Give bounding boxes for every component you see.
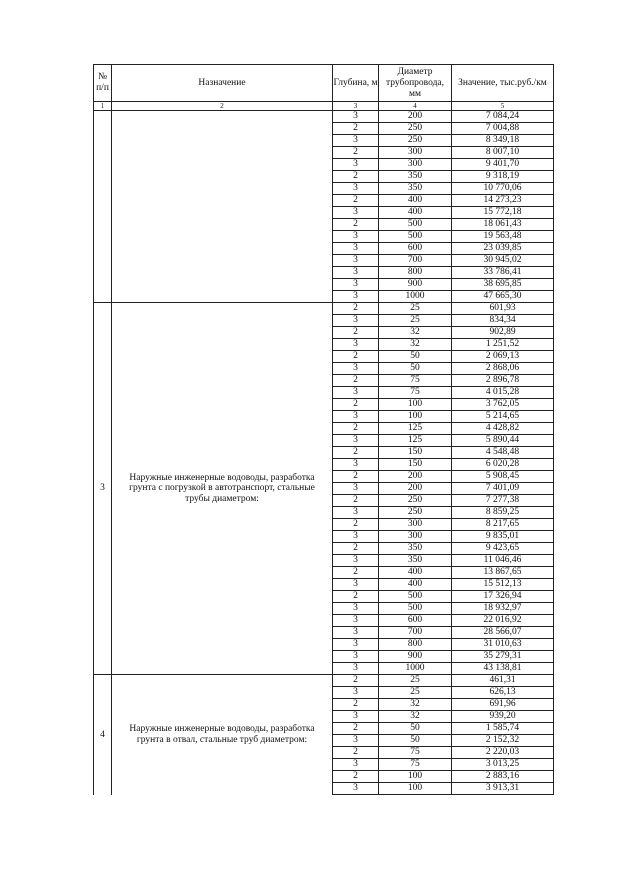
value-cell: 2 152,32 <box>452 735 554 747</box>
column-number: 5 <box>452 102 554 111</box>
depth-cell: 2 <box>333 495 379 507</box>
diameter-cell: 100 <box>379 783 452 795</box>
row-group-number: 3 <box>94 303 112 675</box>
diameter-cell: 900 <box>379 279 452 291</box>
depth-cell: 3 <box>333 639 379 651</box>
depth-cell: 2 <box>333 195 379 207</box>
diameter-cell: 700 <box>379 255 452 267</box>
value-cell: 2 883,16 <box>452 771 554 783</box>
depth-cell: 3 <box>333 135 379 147</box>
value-cell: 3 013,25 <box>452 759 554 771</box>
diameter-cell: 50 <box>379 351 452 363</box>
depth-cell: 2 <box>333 375 379 387</box>
depth-cell: 3 <box>333 315 379 327</box>
value-cell: 14 273,23 <box>452 195 554 207</box>
depth-cell: 3 <box>333 387 379 399</box>
depth-cell: 3 <box>333 183 379 195</box>
column-number: 4 <box>379 102 452 111</box>
depth-cell: 3 <box>333 615 379 627</box>
depth-cell: 3 <box>333 735 379 747</box>
diameter-cell: 150 <box>379 447 452 459</box>
depth-cell: 3 <box>333 111 379 123</box>
value-cell: 9 423,65 <box>452 543 554 555</box>
depth-cell: 3 <box>333 159 379 171</box>
header-purpose: Назначение <box>112 65 333 102</box>
diameter-cell: 1000 <box>379 291 452 303</box>
value-cell: 834,34 <box>452 315 554 327</box>
depth-cell: 3 <box>333 255 379 267</box>
column-number-row <box>94 102 554 111</box>
header-row <box>94 65 554 102</box>
header-diameter: Диаметр трубопровода, мм <box>379 65 452 102</box>
diameter-cell: 32 <box>379 699 452 711</box>
document-page <box>93 64 553 795</box>
diameter-cell: 900 <box>379 651 452 663</box>
diameter-cell: 500 <box>379 603 452 615</box>
depth-cell: 2 <box>333 675 379 687</box>
depth-cell: 3 <box>333 627 379 639</box>
diameter-cell: 32 <box>379 711 452 723</box>
value-cell: 2 069,13 <box>452 351 554 363</box>
table-body <box>94 111 554 795</box>
value-cell: 31 010,63 <box>452 639 554 651</box>
value-cell: 28 566,07 <box>452 627 554 639</box>
diameter-cell: 75 <box>379 747 452 759</box>
depth-cell: 2 <box>333 567 379 579</box>
depth-cell: 3 <box>333 279 379 291</box>
value-cell: 4 548,48 <box>452 447 554 459</box>
depth-cell: 2 <box>333 519 379 531</box>
depth-cell: 2 <box>333 423 379 435</box>
value-cell: 4 015,28 <box>452 387 554 399</box>
diameter-cell: 50 <box>379 363 452 375</box>
value-cell: 18 061,43 <box>452 219 554 231</box>
diameter-cell: 100 <box>379 411 452 423</box>
depth-cell: 3 <box>333 759 379 771</box>
row-group-purpose: Наружные инженерные водоводы, разработка грунта с погрузкой в автотранспорт, стальные трубы диаметром: <box>112 303 333 675</box>
depth-cell: 2 <box>333 123 379 135</box>
depth-cell: 3 <box>333 267 379 279</box>
tariff-table <box>93 64 554 795</box>
value-cell: 626,13 <box>452 687 554 699</box>
value-cell: 43 138,81 <box>452 663 554 675</box>
depth-cell: 2 <box>333 303 379 315</box>
depth-cell: 2 <box>333 147 379 159</box>
value-cell: 9 318,19 <box>452 171 554 183</box>
diameter-cell: 300 <box>379 519 452 531</box>
diameter-cell: 150 <box>379 459 452 471</box>
depth-cell: 3 <box>333 231 379 243</box>
diameter-cell: 300 <box>379 159 452 171</box>
row-group-purpose: Наружные инженерные водоводы, разработка грунта в отвал, стальные труб диаметром: <box>112 675 333 795</box>
table-row <box>94 303 554 315</box>
column-number: 2 <box>112 102 333 111</box>
diameter-cell: 700 <box>379 627 452 639</box>
row-group-number <box>94 111 112 303</box>
value-cell: 1 251,52 <box>452 339 554 351</box>
value-cell: 47 665,30 <box>452 291 554 303</box>
depth-cell: 2 <box>333 543 379 555</box>
value-cell: 5 214,65 <box>452 411 554 423</box>
depth-cell: 2 <box>333 351 379 363</box>
diameter-cell: 350 <box>379 171 452 183</box>
value-cell: 8 349,18 <box>452 135 554 147</box>
diameter-cell: 50 <box>379 735 452 747</box>
value-cell: 6 020,28 <box>452 459 554 471</box>
value-cell: 461,31 <box>452 675 554 687</box>
depth-cell: 3 <box>333 483 379 495</box>
column-number: 3 <box>333 102 379 111</box>
diameter-cell: 75 <box>379 387 452 399</box>
header-value: Значение, тыс.руб./км <box>452 65 554 102</box>
diameter-cell: 500 <box>379 231 452 243</box>
diameter-cell: 125 <box>379 435 452 447</box>
depth-cell: 2 <box>333 723 379 735</box>
depth-cell: 2 <box>333 327 379 339</box>
diameter-cell: 75 <box>379 375 452 387</box>
table-row <box>94 675 554 687</box>
value-cell: 15 512,13 <box>452 579 554 591</box>
diameter-cell: 800 <box>379 639 452 651</box>
diameter-cell: 350 <box>379 183 452 195</box>
value-cell: 7 084,24 <box>452 111 554 123</box>
table-row <box>94 111 554 123</box>
depth-cell: 3 <box>333 783 379 795</box>
depth-cell: 2 <box>333 171 379 183</box>
diameter-cell: 50 <box>379 723 452 735</box>
depth-cell: 3 <box>333 507 379 519</box>
diameter-cell: 25 <box>379 675 452 687</box>
depth-cell: 3 <box>333 291 379 303</box>
value-cell: 18 932,97 <box>452 603 554 615</box>
value-cell: 939,20 <box>452 711 554 723</box>
value-cell: 691,96 <box>452 699 554 711</box>
diameter-cell: 25 <box>379 315 452 327</box>
depth-cell: 3 <box>333 339 379 351</box>
value-cell: 23 039,85 <box>452 243 554 255</box>
diameter-cell: 400 <box>379 207 452 219</box>
value-cell: 8 859,25 <box>452 507 554 519</box>
diameter-cell: 100 <box>379 399 452 411</box>
diameter-cell: 400 <box>379 195 452 207</box>
depth-cell: 3 <box>333 207 379 219</box>
value-cell: 2 896,78 <box>452 375 554 387</box>
row-group-number: 4 <box>94 675 112 795</box>
value-cell: 7 004,88 <box>452 123 554 135</box>
depth-cell: 2 <box>333 771 379 783</box>
depth-cell: 2 <box>333 219 379 231</box>
depth-cell: 3 <box>333 459 379 471</box>
row-group-purpose <box>112 111 333 303</box>
diameter-cell: 200 <box>379 111 452 123</box>
value-cell: 22 016,92 <box>452 615 554 627</box>
diameter-cell: 200 <box>379 471 452 483</box>
depth-cell: 3 <box>333 711 379 723</box>
value-cell: 902,89 <box>452 327 554 339</box>
diameter-cell: 250 <box>379 495 452 507</box>
diameter-cell: 75 <box>379 759 452 771</box>
header-depth: Глубина, м <box>333 65 379 102</box>
value-cell: 19 563,48 <box>452 231 554 243</box>
value-cell: 4 428,82 <box>452 423 554 435</box>
value-cell: 30 945,02 <box>452 255 554 267</box>
value-cell: 11 046,46 <box>452 555 554 567</box>
value-cell: 8 007,10 <box>452 147 554 159</box>
depth-cell: 2 <box>333 591 379 603</box>
value-cell: 10 770,06 <box>452 183 554 195</box>
value-cell: 38 695,85 <box>452 279 554 291</box>
diameter-cell: 600 <box>379 243 452 255</box>
diameter-cell: 32 <box>379 327 452 339</box>
depth-cell: 3 <box>333 579 379 591</box>
value-cell: 3 913,31 <box>452 783 554 795</box>
value-cell: 7 277,38 <box>452 495 554 507</box>
diameter-cell: 400 <box>379 579 452 591</box>
value-cell: 2 868,06 <box>452 363 554 375</box>
value-cell: 17 326,94 <box>452 591 554 603</box>
value-cell: 601,93 <box>452 303 554 315</box>
diameter-cell: 350 <box>379 555 452 567</box>
value-cell: 7 401,09 <box>452 483 554 495</box>
diameter-cell: 500 <box>379 591 452 603</box>
diameter-cell: 600 <box>379 615 452 627</box>
depth-cell: 3 <box>333 555 379 567</box>
diameter-cell: 500 <box>379 219 452 231</box>
depth-cell: 3 <box>333 435 379 447</box>
diameter-cell: 400 <box>379 567 452 579</box>
diameter-cell: 250 <box>379 507 452 519</box>
diameter-cell: 1000 <box>379 663 452 675</box>
value-cell: 13 867,65 <box>452 567 554 579</box>
value-cell: 9 401,70 <box>452 159 554 171</box>
depth-cell: 3 <box>333 603 379 615</box>
diameter-cell: 200 <box>379 483 452 495</box>
depth-cell: 2 <box>333 399 379 411</box>
diameter-cell: 32 <box>379 339 452 351</box>
header-number: № п/п <box>94 65 112 102</box>
depth-cell: 2 <box>333 471 379 483</box>
value-cell: 9 835,01 <box>452 531 554 543</box>
value-cell: 35 279,31 <box>452 651 554 663</box>
diameter-cell: 250 <box>379 135 452 147</box>
value-cell: 8 217,65 <box>452 519 554 531</box>
diameter-cell: 350 <box>379 543 452 555</box>
diameter-cell: 125 <box>379 423 452 435</box>
value-cell: 2 220,03 <box>452 747 554 759</box>
depth-cell: 3 <box>333 363 379 375</box>
depth-cell: 3 <box>333 411 379 423</box>
depth-cell: 2 <box>333 699 379 711</box>
value-cell: 5 890,44 <box>452 435 554 447</box>
value-cell: 5 908,45 <box>452 471 554 483</box>
value-cell: 1 585,74 <box>452 723 554 735</box>
diameter-cell: 800 <box>379 267 452 279</box>
diameter-cell: 100 <box>379 771 452 783</box>
depth-cell: 3 <box>333 531 379 543</box>
depth-cell: 3 <box>333 663 379 675</box>
value-cell: 15 772,18 <box>452 207 554 219</box>
value-cell: 33 786,41 <box>452 267 554 279</box>
column-number: 1 <box>94 102 112 111</box>
depth-cell: 3 <box>333 687 379 699</box>
diameter-cell: 300 <box>379 147 452 159</box>
diameter-cell: 25 <box>379 303 452 315</box>
depth-cell: 3 <box>333 651 379 663</box>
depth-cell: 2 <box>333 747 379 759</box>
diameter-cell: 300 <box>379 531 452 543</box>
diameter-cell: 25 <box>379 687 452 699</box>
depth-cell: 2 <box>333 447 379 459</box>
value-cell: 3 762,05 <box>452 399 554 411</box>
diameter-cell: 250 <box>379 123 452 135</box>
depth-cell: 3 <box>333 243 379 255</box>
